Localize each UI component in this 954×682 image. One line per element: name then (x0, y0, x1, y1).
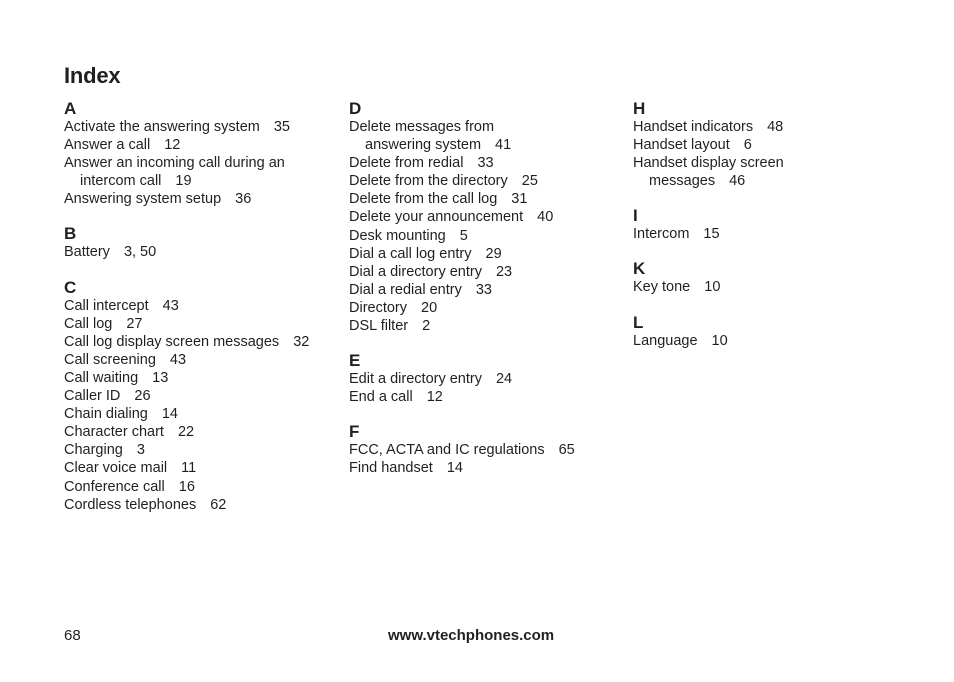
index-section-e (349, 350, 629, 406)
section-letter: C (64, 277, 77, 297)
entry-topic: Intercom (633, 226, 690, 243)
index-entry (633, 332, 913, 350)
index-section-i (633, 205, 913, 243)
entry-topic: Caller ID (64, 388, 121, 405)
entry-page-ref: 29 (485, 245, 502, 262)
entry-topic: Clear voice mail (64, 460, 168, 477)
index-entry (633, 136, 913, 154)
entry-page-ref: 65 (558, 442, 575, 459)
index-entry (349, 388, 629, 406)
entry-topic: Answer a call (64, 137, 151, 154)
entry-topic: Desk mounting (349, 227, 446, 244)
index-entry (349, 190, 629, 208)
index-entry (349, 459, 629, 477)
index-entry (64, 441, 344, 459)
index-entry (64, 351, 344, 369)
entry-topic: Dial a call log entry (349, 245, 472, 262)
entry-topic-continued: answering system (365, 137, 482, 154)
index-entry (349, 263, 629, 281)
index-entry (64, 478, 344, 496)
entry-topic-continued: messages (649, 173, 716, 190)
entry-topic: Call waiting (64, 369, 139, 386)
entry-continuation (349, 136, 629, 154)
entry-topic: Dial a directory entry (349, 263, 482, 280)
index-entry (633, 225, 913, 243)
entry-topic: Delete messages from (349, 119, 495, 135)
index-section-c (64, 277, 344, 514)
entry-topic: Handset layout (633, 137, 730, 154)
entry-topic: Language (633, 332, 698, 349)
index-column-1 (64, 98, 344, 529)
index-section-l (633, 312, 913, 350)
entry-page-ref: 10 (711, 332, 728, 349)
entry-topic: Handset display screen (633, 155, 784, 172)
entry-topic: Answer an incoming call during an (64, 155, 285, 172)
index-section-a (64, 98, 344, 208)
index-entry (64, 315, 344, 333)
entry-topic: FCC, ACTA and IC regulations (349, 442, 545, 459)
index-entry (349, 227, 629, 245)
index-entry (64, 423, 344, 441)
entry-topic: Key tone (633, 279, 691, 296)
entry-topic: Handset indicators (633, 119, 754, 135)
entry-page-ref: 12 (164, 137, 181, 154)
entry-page-ref: 46 (729, 173, 746, 190)
entry-page-ref: 6 (743, 137, 752, 154)
entry-topic: Charging (64, 442, 123, 459)
page-number: 68 (64, 627, 81, 644)
entry-page-ref: 23 (495, 263, 513, 280)
entry-page-ref: 25 (521, 173, 538, 190)
entry-topic: Find handset (349, 460, 433, 477)
index-entry (64, 136, 344, 154)
entry-topic: Dial a redial entry (349, 281, 462, 298)
entry-topic: Delete from redial (349, 155, 464, 172)
index-entry (349, 281, 629, 299)
entry-page-ref: 2 (422, 318, 431, 335)
index-entry (64, 243, 344, 261)
index-entry (64, 190, 344, 208)
entry-page-ref: 3, 50 (123, 244, 157, 261)
index-section-h (633, 98, 913, 190)
entry-continuation (633, 172, 913, 190)
entry-page-ref: 19 (175, 173, 192, 190)
entry-topic: Conference call (64, 478, 165, 495)
entry-page-ref: 48 (767, 119, 784, 135)
entry-topic: Character chart (64, 424, 164, 441)
entry-page-ref: 16 (178, 478, 195, 495)
entry-topic: Cordless telephones (64, 496, 197, 513)
entry-page-ref: 26 (134, 388, 151, 405)
entry-page-ref: 11 (181, 460, 197, 477)
index-entry (349, 118, 629, 154)
index-entry (64, 154, 344, 190)
index-entry (64, 118, 344, 136)
entry-topic: Call log display screen messages (64, 333, 280, 350)
entry-page-ref: 14 (446, 460, 463, 477)
entry-topic: Delete your announcement (349, 209, 524, 226)
index-entry (64, 496, 344, 514)
section-letter: F (349, 422, 360, 442)
index-entry (349, 154, 629, 172)
entry-topic: Call intercept (64, 297, 149, 314)
index-entry (633, 118, 913, 136)
index-entry (349, 208, 629, 226)
entry-topic: Directory (349, 299, 408, 316)
entry-topic: End a call (349, 389, 413, 406)
index-entry (633, 278, 913, 296)
entry-topic: Chain dialing (64, 406, 148, 423)
entry-page-ref: 14 (161, 406, 178, 423)
page-title: Index (64, 63, 121, 88)
website-url: www.vtechphones.com (388, 627, 555, 644)
entry-topic: Edit a directory entry (349, 371, 482, 388)
entry-page-ref: 20 (421, 299, 438, 316)
entry-page-ref: 43 (162, 297, 179, 314)
index-entry (633, 154, 913, 190)
index-entry (64, 405, 344, 423)
entry-continuation (64, 172, 344, 190)
entry-topic: Answering system setup (64, 191, 222, 208)
section-letter: D (349, 99, 362, 118)
entry-topic: Delete from the directory (349, 173, 508, 190)
section-letter: K (633, 259, 646, 279)
entry-page-ref: 5 (459, 227, 468, 244)
index-entry (349, 299, 629, 317)
index-entry (64, 369, 344, 387)
index-entry (349, 245, 629, 263)
entry-page-ref: 15 (703, 226, 720, 243)
index-section-f (349, 421, 629, 477)
entry-page-ref: 13 (152, 369, 169, 386)
entry-topic-continued: intercom call (80, 173, 162, 190)
entry-page-ref: 40 (537, 209, 554, 226)
entry-page-ref: 24 (495, 371, 513, 388)
entry-topic: Battery (64, 244, 110, 261)
entry-topic: Call screening (64, 351, 156, 368)
index-entry (64, 387, 344, 405)
entry-page-ref: 3 (136, 442, 145, 459)
index-column-3 (633, 98, 913, 365)
entry-topic: Activate the answering system (64, 119, 260, 135)
index-column-2 (349, 98, 629, 493)
index-entry (349, 441, 629, 459)
section-letter: H (633, 99, 646, 118)
entry-page-ref: 35 (273, 119, 290, 135)
entry-page-ref: 32 (293, 333, 310, 350)
entry-topic: Call log (64, 315, 113, 332)
entry-page-ref: 36 (235, 191, 252, 208)
entry-page-ref: 12 (426, 389, 443, 406)
index-section-d (349, 98, 629, 335)
entry-page-ref: 43 (169, 351, 187, 368)
section-letter: E (349, 351, 361, 371)
entry-page-ref: 33 (477, 155, 494, 172)
entry-page-ref: 22 (177, 424, 195, 441)
section-letter: A (64, 99, 77, 118)
section-letter: B (64, 224, 77, 244)
entry-topic: Delete from the call log (349, 191, 498, 208)
index-section-b (64, 223, 344, 261)
index-entry (349, 172, 629, 190)
entry-page-ref: 27 (126, 315, 143, 332)
entry-topic: DSL filter (349, 318, 409, 335)
index-entry (64, 297, 344, 315)
index-entry (349, 317, 629, 335)
index-entry (349, 370, 629, 388)
entry-page-ref: 62 (210, 496, 227, 513)
entry-page-ref: 10 (704, 279, 721, 296)
entry-page-ref: 31 (511, 191, 528, 208)
entry-page-ref: 41 (495, 137, 512, 154)
index-entry (64, 333, 344, 351)
entry-page-ref: 33 (475, 281, 492, 298)
index-section-k (633, 258, 913, 296)
section-letter: I (633, 206, 638, 226)
index-entry (64, 459, 344, 477)
section-letter: L (633, 312, 644, 332)
